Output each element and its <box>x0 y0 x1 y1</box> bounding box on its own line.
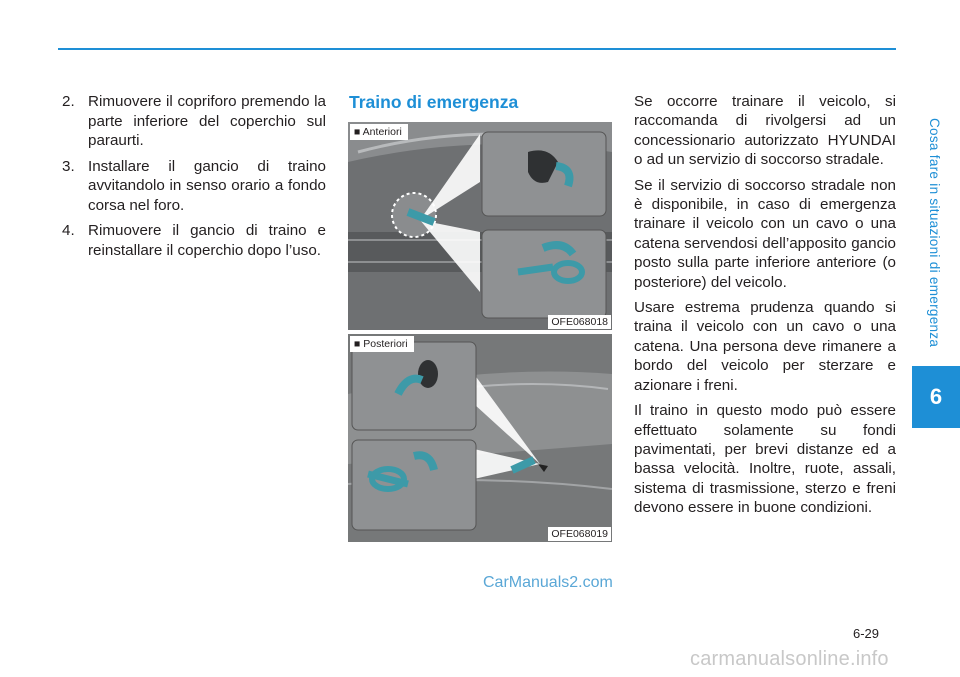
rear-tow-hook-figure <box>348 334 612 542</box>
step-text: Installare il gancio di traino avvitandolo in senso orario a fondo corsa nel foro. <box>88 157 326 214</box>
figure-code: OFE068018 <box>548 315 611 329</box>
watermark-link[interactable]: CarManuals2.com <box>483 574 613 591</box>
paragraph: Usare estrema prudenza quando si traina il veicolo con un cavo o una catena. Una persona deve rimanere a bordo del veicolo per sterzare e azionare i freni. <box>634 299 896 394</box>
figure-code: OFE068019 <box>548 527 611 541</box>
figure-label: ■ Posteriori <box>350 336 414 352</box>
towing-instructions <box>634 92 896 524</box>
paragraph: Il traino in questo modo può essere effettuato solamente su fondi pavimentati, per brevi distanze ed a bassa velocità. Inoltre, ruote, assali, sistema di trasmissione, sterzo e freni devono essere in buone condizioni. <box>634 402 896 517</box>
step-number: 3. <box>62 157 75 175</box>
paragraph: Se occorre trainare il veicolo, si raccomanda di rivolgersi ad un concessionario autorizzato HYUNDAI o ad un servizio di soccorso stradale. <box>634 93 896 169</box>
front-bumper-illustration <box>348 122 612 330</box>
step-text: Rimuovere il gancio di traino e reinstallare il coperchio dopo l’uso. <box>88 222 326 259</box>
chapter-side-title: Cosa fare in situazioni di emergenza <box>927 118 942 348</box>
list-item <box>62 157 326 216</box>
figure-label: ■ Anteriori <box>350 124 408 140</box>
list-item <box>62 92 326 151</box>
page-number: 6-29 <box>853 626 880 641</box>
instruction-steps <box>62 92 326 266</box>
list-item <box>62 221 326 260</box>
chapter-tab[interactable]: 6 <box>912 366 960 428</box>
site-watermark: carmanualsonline.info <box>690 648 889 670</box>
header-rule <box>58 48 896 50</box>
section-title: Traino di emergenza <box>349 92 519 112</box>
paragraph: Se il servizio di soccorso stradale non è disponibile, in caso di emergenza trainare il veicolo con un cavo o una catena servendosi dell’apposito gancio posto sulla parte inferiore anteriore (o posteriore) del veicolo. <box>634 176 896 291</box>
rear-bumper-illustration <box>348 334 612 542</box>
step-number: 4. <box>62 222 75 239</box>
step-number: 2. <box>62 93 75 110</box>
front-tow-hook-figure <box>348 122 612 330</box>
step-text: Rimuovere il copriforo premendo la parte inferiore del coperchio sul paraurti. <box>88 93 326 149</box>
